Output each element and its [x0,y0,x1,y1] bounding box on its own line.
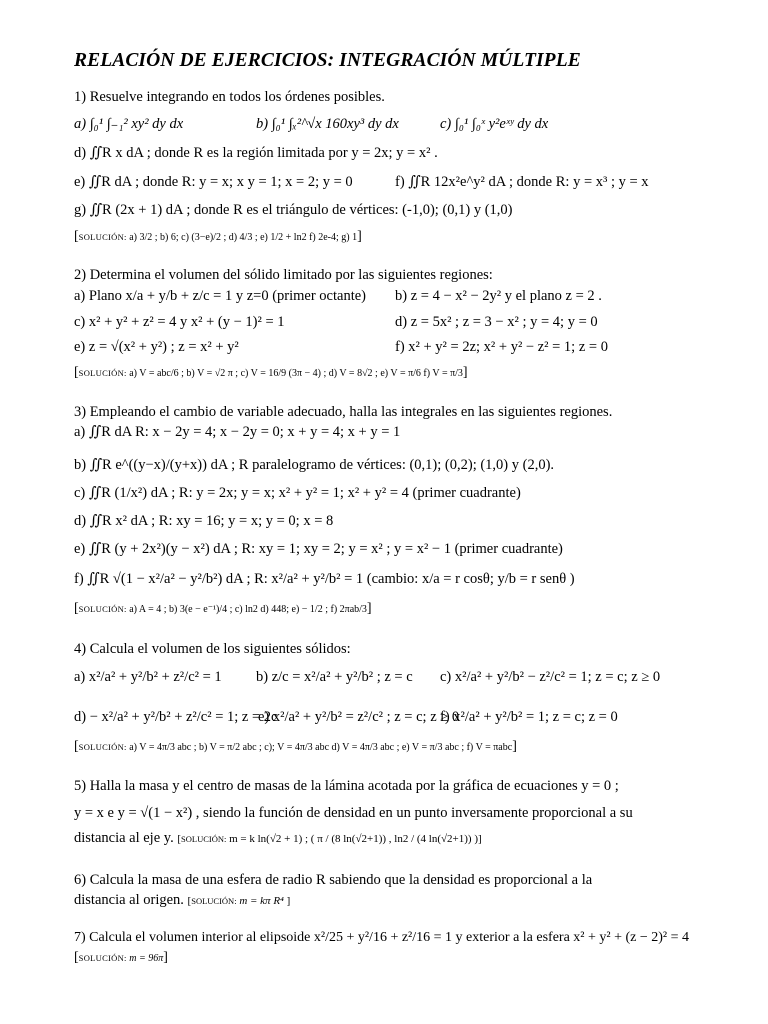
q1-header: 1) Resuelve integrando en todos los órdenes posibles. [74,89,385,105]
q2-e: e) z = √(x² + y²) ; z = x² + y² [74,339,239,355]
q1-f: f) ∬R 12x²e^y² dA ; donde R: y = x³ ; y = x [395,174,649,190]
q4-b: b) z/c = x²/a² + y²/b² ; z = c [256,669,413,685]
q5-line-2: y = x e y = √(1 − x²) , siendo la función de densidad en un punto inversamente proporcional a su [74,805,633,821]
q2-solution-text: a) V = abc/6 ; b) V = √2 π ; c) V = 16/9 (3π − 4) ; d) V = 8√2 ; e) V = π/6 f) V = π/3 [129,368,463,379]
q4-d: d) − x²/a² + y²/b² + z²/c² = 1; z = 2c [74,709,278,725]
q5-line-3-text: distancia al eje y. [74,830,174,846]
q5-solution: [SOLUCIÓN: m = k ln(√2 + 1) ; ( π / (8 ln(√2+1)) , ln2 / (4 ln(√2+1)) )] [177,833,482,845]
q2-b: b) z = 4 − x² − 2y² y el plano z = 2 . [395,288,602,304]
q4-c: c) x²/a² + y²/b² − z²/c² = 1; z = c; z ≥ 0 [440,669,661,685]
q4-f: f) x²/a² + y²/b² = 1; z = c; z = 0 [440,709,618,725]
q4-e: e) x²/a² + y²/b² = z²/c² ; z = c; z ≥ 0 [258,709,460,725]
q3-f: f) ∬R √(1 − x²/a² − y²/b²) dA ; R: x²/a² + y²/b² = 1 (cambio: x/a = r cosθ; y/b = r senθ ) [74,571,575,587]
q1-e: e) ∬R dA ; donde R: y = x; x y = 1; x = 2; y = 0 [74,174,353,190]
q3-e: e) ∬R (y + 2x²)(y − x²) dA ; R: xy = 1; xy = 2; y = x² ; y = x² − 1 (primer cuadrante) [74,541,563,557]
q5-line-3 [74,829,482,848]
q2-solution: [SOLUCIÓN: a) V = abc/6 ; b) V = √2 π ; c) V = 16/9 (3π − 4) ; d) V = 8√2 ; e) V = π/6 f) V = π/3] [74,365,468,380]
q4-solution: [SOLUCIÓN: a) V = 4π/3 abc ; b) V = π/2 abc ; c); V = 4π/3 abc d) V = 4π/3 abc ; e) V = π/3 abc ; f) V = πabc] [74,739,517,754]
q3-header: 3) Empleando el cambio de variable adecuado, halla las integrales en las siguientes regiones. [74,404,613,420]
q7-line-1: 7) Calcula el volumen interior al elipsoide x²/25 + y²/16 + z²/16 = 1 y exterior a la esfera x² + y² + (z − 2)² = 4 [74,930,690,945]
page-title: RELACIÓN DE EJERCICIOS: INTEGRACIÓN MÚLTIPLE [74,50,581,71]
q1-b: b) ∫₀¹ ∫ₓ²^√x 160xy³ dy dx [256,116,399,132]
q2-solution-label: SOLUCIÓN: [78,368,127,378]
q3-d: d) ∬R x² dA ; R: xy = 16; y = x; y = 0; x = 8 [74,513,334,529]
q5-line-1: 5) Halla la masa y el centro de masas de la lámina acotada por la gráfica de ecuaciones y = 0 ; [74,778,619,794]
q1-solution: [SOLUCIÓN: a) 3/2 ; b) 6; c) (3−e)/2 ; d) 4/3 ; e) 1/2 + ln2 f) 2e-4; g) 1] [74,229,362,244]
q3-a: a) ∬R dA R: x − 2y = 4; x − 2y = 0; x + y = 4; x + y = 1 [74,424,401,440]
q4-header: 4) Calcula el volumen de los siguientes sólidos: [74,641,351,657]
q2-f: f) x² + y² = 2z; x² + y² − z² = 1; z = 0 [395,339,608,355]
q7-solution-text: m = 96π [129,953,164,964]
q1-solution-label: SOLUCIÓN: [78,232,127,242]
q1-solution-text: a) 3/2 ; b) 6; c) (3−e)/2 ; d) 4/3 ; e) 1/2 + ln2 f) 2e-4; g) 1 [129,232,358,243]
q6-solution-label: SOLUCIÓN: [191,896,237,906]
q2-a: a) Plano x/a + y/b + z/c = 1 y z=0 (primer octante) [74,288,367,304]
q1-c: c) ∫₀¹ ∫₀ˣ y²eˣʸ dy dx [440,116,549,132]
q1-g: g) ∬R (2x + 1) dA ; donde R es el triángulo de vértices: (-1,0); (0,1) y (1,0) [74,202,513,218]
q3-solution-label: SOLUCIÓN: [78,604,127,614]
q3-c: c) ∬R (1/x²) dA ; R: y = 2x; y = x; x² + y² = 1; x² + y² = 4 (primer cuadrante) [74,485,521,501]
q7-solution: [SOLUCIÓN: m = 96π] [74,950,168,965]
q4-solution-text: a) V = 4π/3 abc ; b) V = π/2 abc ; c); V = 4π/3 abc d) V = 4π/3 abc ; e) V = π/3 abc ; f) V = πabc [129,742,513,753]
q1-a: a) ∫₀¹ ∫₋₁² xy² dy dx [74,116,184,132]
q1-d: d) ∬R x dA ; donde R es la región limitada por y = 2x; y = x² . [74,145,438,161]
q3-solution: [SOLUCIÓN: a) A = 4 ; b) 3(e − e⁻¹)/4 ; c) ln2 d) 448; e) − 1/2 ; f) 2πab/3] [74,601,372,616]
q5-solution-label: SOLUCIÓN: [181,834,227,844]
q5-solution-text: m = k ln(√2 + 1) ; ( π / (8 ln(√2+1)) , ln2 / (4 ln(√2+1)) ) [229,833,478,845]
q7-solution-label: SOLUCIÓN: [78,953,127,963]
q2-c: c) x² + y² + z² = 4 y x² + (y − 1)² = 1 [74,314,285,330]
q6-line-2 [74,891,290,910]
q6-solution: [SOLUCIÓN: m = kπ R⁴ ] [187,895,291,907]
q4-solution-label: SOLUCIÓN: [78,742,127,752]
q2-d: d) z = 5x² ; z = 3 − x² ; y = 4; y = 0 [395,314,598,330]
q6-line-2-text: distancia al origen. [74,892,184,908]
q4-a: a) x²/a² + y²/b² + z²/c² = 1 [74,669,222,685]
q3-b: b) ∬R e^((y−x)/(y+x)) dA ; R paralelogramo de vértices: (0,1); (0,2); (1,0) y (2,0). [74,457,555,473]
q6-solution-text: m = kπ R⁴ [239,895,284,907]
q6-line-1: 6) Calcula la masa de una esfera de radio R sabiendo que la densidad es proporcional a la [74,872,593,888]
q2-header: 2) Determina el volumen del sólido limitado por las siguientes regiones: [74,267,493,283]
q3-solution-text: a) A = 4 ; b) 3(e − e⁻¹)/4 ; c) ln2 d) 448; e) − 1/2 ; f) 2πab/3 [129,604,367,615]
